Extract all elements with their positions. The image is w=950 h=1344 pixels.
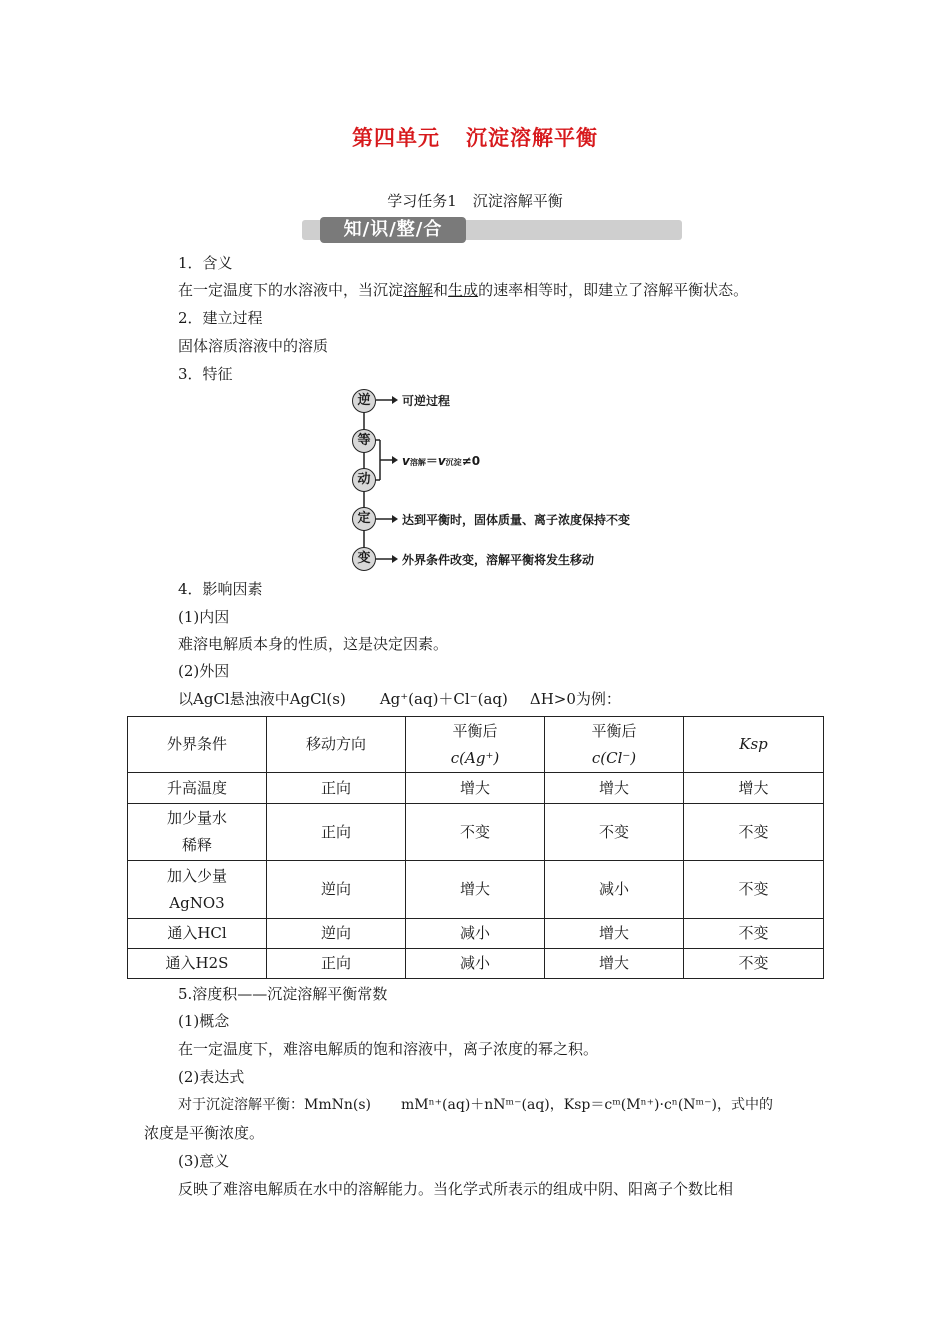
table-cell: 增大	[684, 773, 824, 804]
task-heading: 学习任务1 沉淀溶解平衡	[387, 192, 563, 210]
node-change: 变	[352, 547, 376, 571]
table-header-row	[128, 717, 824, 773]
table-cell: 增大	[545, 773, 684, 804]
table-cell: 加入少量 AgNO3	[128, 861, 267, 919]
section-5-heading: 5.溶度积——沉淀溶解平衡常数	[178, 985, 388, 1003]
table-cell: 正向	[267, 773, 406, 804]
header-direction: 移动方向	[267, 717, 406, 773]
table-row	[128, 949, 824, 979]
section-banner	[302, 220, 682, 240]
node-dynamic: 动	[352, 468, 376, 492]
table-cell: 不变	[684, 861, 824, 919]
page-title: 第四单元 沉淀溶解平衡	[352, 125, 598, 150]
diagram-lines	[340, 386, 660, 576]
section-4-internal: (1)内因	[178, 608, 230, 626]
label-fixed: 达到平衡时，固体质量、离子浓度保持不变	[402, 513, 631, 527]
section-5-concept: (1)概念	[178, 1012, 230, 1030]
table-cell: 不变	[406, 804, 545, 861]
feature-diagram	[340, 386, 660, 576]
table-cell: 减小	[406, 919, 545, 949]
banner-label: 知/识/整/合	[320, 217, 466, 243]
table-row	[128, 861, 824, 919]
table-cell: 逆向	[267, 919, 406, 949]
table-cell: 不变	[684, 919, 824, 949]
section-3-heading: 3．特征	[178, 365, 233, 383]
label-rate-equal: v溶解＝v沉淀≠0	[402, 454, 481, 468]
table-cell: 减小	[406, 949, 545, 979]
table-cell: 正向	[267, 949, 406, 979]
table-cell: 逆向	[267, 861, 406, 919]
section-5-expression: (2)表达式	[178, 1068, 245, 1086]
section-5-meaning: (3)意义	[178, 1152, 230, 1170]
section-4-heading: 4．影响因素	[178, 580, 263, 598]
table-cell: 不变	[684, 804, 824, 861]
section-4-example: 以AgCl悬浊液中AgCl(s) Ag⁺(aq)＋Cl⁻(aq) ΔH>0为例：	[178, 690, 621, 708]
section-5-expression-text: 对于沉淀溶解平衡：MmNn(s) mMⁿ⁺(aq)＋nNᵐ⁻(aq)，Ksp＝cᵐ(Mⁿ⁺)·cⁿ(Nᵐ⁻)，式中的	[178, 1097, 773, 1113]
section-5-expression-tail: 浓度是平衡浓度。	[144, 1124, 265, 1142]
section-1-heading: 1．含义	[178, 254, 233, 272]
table-row	[128, 773, 824, 804]
factor-table	[127, 716, 824, 979]
header-ag: 平衡后 c(Ag⁺)	[406, 717, 545, 773]
table-cell: 减小	[545, 861, 684, 919]
section-5-meaning-text: 反映了难溶电解质在水中的溶解能力。当化学式所表示的组成中阴、阳离子个数比相	[178, 1180, 734, 1198]
label-change: 外界条件改变，溶解平衡将发生移动	[402, 553, 595, 567]
table-row	[128, 804, 824, 861]
node-reversible: 逆	[352, 389, 376, 413]
table-cell: 通入HCl	[128, 919, 267, 949]
section-5-concept-text: 在一定温度下，难溶电解质的饱和溶液中，离子浓度的幂之积。	[178, 1040, 599, 1058]
table-cell: 增大	[545, 949, 684, 979]
label-reversible: 可逆过程	[402, 394, 451, 408]
table-cell: 不变	[545, 804, 684, 861]
section-4-internal-text: 难溶电解质本身的性质，这是决定因素。	[178, 635, 449, 653]
table-cell: 通入H2S	[128, 949, 267, 979]
table-cell: 增大	[545, 919, 684, 949]
table-cell: 升高温度	[128, 773, 267, 804]
node-fixed: 定	[352, 507, 376, 531]
header-cl: 平衡后 c(Cl⁻)	[545, 717, 684, 773]
table-cell: 正向	[267, 804, 406, 861]
section-2-text: 固体溶质溶液中的溶质	[178, 337, 329, 355]
table-cell: 增大	[406, 861, 545, 919]
section-2-heading: 2．建立过程	[178, 309, 263, 327]
section-4-external: (2)外因	[178, 662, 230, 680]
table-row	[128, 919, 824, 949]
table-cell: 增大	[406, 773, 545, 804]
header-ksp: Ksp	[684, 717, 824, 773]
section-1-text: 在一定温度下的水溶液中，当沉淀溶解和生成的速率相等时，即建立了溶解平衡状态。	[178, 281, 749, 299]
table-cell: 加少量水 稀释	[128, 804, 267, 861]
node-equal: 等	[352, 429, 376, 453]
table-cell: 不变	[684, 949, 824, 979]
header-condition: 外界条件	[128, 717, 267, 773]
